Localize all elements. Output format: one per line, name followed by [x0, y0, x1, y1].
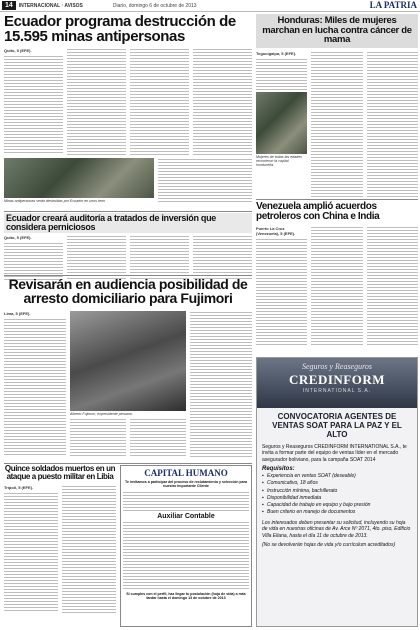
- article-text: [311, 51, 362, 199]
- photo-caption: Alberto Fujimori, expresidente peruano.: [70, 412, 133, 416]
- byline: Quito, 5 (EFE).: [4, 235, 32, 240]
- headline-honduras: Honduras: Miles de mujeres marchan en lucha contra cáncer de mama: [256, 14, 418, 48]
- ad-requirement: ▪ Buen criterio en manejo de documentos: [257, 509, 417, 516]
- headline-ecuador-minas: Ecuador programa destrucción de 15.595 minas antipersonas: [4, 13, 236, 45]
- credinform-logo: CREDINFORM: [289, 372, 385, 387]
- article-ecuador-minas: [4, 48, 252, 208]
- credinform-advertisement: [256, 357, 418, 627]
- article-fujimori: [4, 311, 252, 461]
- article-venezuela: [256, 200, 418, 355]
- ad-text: [123, 491, 249, 511]
- fujimori-photo: [70, 311, 186, 411]
- article-text: [62, 485, 116, 613]
- article-text: [70, 418, 126, 456]
- article-ecuador-auditoria: [4, 213, 252, 273]
- article-text: [193, 235, 252, 279]
- article-honduras: [256, 14, 418, 200]
- capital-humano-logo: CAPITAL HUMANO: [144, 468, 228, 478]
- article-text: [130, 48, 189, 156]
- headline-fujimori: Revisarán en audiencia posibilidad de arresto domiciliario para Fujimori: [8, 276, 248, 306]
- byline: Trípoli, 5 (EFE).: [4, 484, 34, 490]
- ad-intro: Seguros y Reaseguros CREDINFORM INTERNATIONAL S.A., te invita a formar parte del equipo de ventas líder en el mercado asegurador boliviano, para la campaña SOAT 2014: [262, 443, 407, 463]
- headline-venezuela: Venezuela amplió acuerdos petroleros con China e India: [256, 201, 380, 222]
- ad-title: CONVOCATORIA AGENTES DE VENTAS SOAT PARA LA PAZ Y EL ALTO: [272, 412, 402, 440]
- byline: Tegucigalpa, 5 (EFE).: [256, 50, 297, 56]
- ad-note: Si cumples con el perfil, haz llegar tu postulación (hoja de vida) a más tardar hasta el domingo 13 de octubre de 2013: [126, 591, 246, 601]
- divider: [4, 275, 252, 276]
- page-header: [0, 0, 420, 12]
- headline-auditoria: Ecuador creará auditoría a tratados de inversión que considera perniciosos: [4, 213, 252, 233]
- article-text: [158, 158, 252, 204]
- newspaper-brand: LA PATRIA: [369, 0, 417, 10]
- ad-tagline: Seguros y Reaseguros: [301, 362, 373, 371]
- photo-caption: Minas antipersonas serán destruidas por Ecuador en unos term: [4, 199, 106, 203]
- ad-requirement: ▪ Disponibilidad inmediata: [257, 495, 417, 502]
- article-text: [367, 51, 418, 199]
- ad-banner: [257, 358, 417, 408]
- credinform-logo-subtitle: INTERNATIONAL S.A.: [302, 388, 372, 394]
- article-text: [67, 235, 126, 279]
- photo-caption: Mujeres de todas las edades recorrieron la capital hondureña.: [256, 154, 302, 168]
- ad-call-to-action: Los interesados deben presentar su solicitud, incluyendo su hoja de vida en nuestras oficinas de Av. Arce Nº 2071, 4to. piso, Edificio Villa Eliana, hasta el día 11 de octubre de 2013.: [262, 519, 411, 539]
- article-text: [256, 58, 307, 90]
- ad-requirement: ▪ Capacidad de trabajo en equipo y bajo presión: [257, 502, 417, 509]
- byline: Quito, 5 (EFE).: [4, 48, 32, 53]
- mines-photo: [4, 158, 154, 198]
- article-text: [367, 226, 418, 346]
- section-label: INTERNACIONAL · AVISOS: [18, 2, 83, 9]
- capital-humano-advertisement: [120, 465, 252, 627]
- article-text: [4, 318, 66, 456]
- article-libia: [4, 465, 116, 627]
- article-text: [311, 226, 362, 346]
- article-text: [190, 311, 252, 457]
- ad-requirement: ▪ Experiencia en ventas SOAT (deseable): [257, 473, 417, 480]
- march-photo: [256, 92, 307, 154]
- article-text: [256, 238, 307, 346]
- ad-text: [123, 521, 249, 589]
- page-number: 14: [2, 1, 16, 10]
- ad-requirement: ▪ Instrucción mínima, bachillerato: [257, 488, 417, 495]
- headline-libia: Quince soldados muertos en un ataque a puesto militar en Libia: [4, 464, 116, 482]
- article-text: [193, 48, 252, 156]
- ad-requirements-title: Requisitos:: [262, 466, 295, 473]
- article-text: [4, 492, 58, 612]
- divider: [4, 463, 252, 464]
- ad-intro: Te invitamos a participar del proceso de reclutamiento y selección para nuestro importante Cliente: [125, 480, 247, 489]
- article-text: [67, 48, 126, 156]
- article-text: [130, 235, 189, 279]
- article-text: [130, 418, 186, 456]
- ad-role-title: Auxiliar Contable: [157, 512, 215, 520]
- divider: [256, 199, 418, 200]
- byline: Puerto La Cruz (Venezuela), 5 (EFE).: [256, 226, 296, 236]
- byline: Lima, 5 (EFE).: [4, 311, 31, 316]
- article-text: [4, 55, 63, 155]
- ad-note: (No se devolverán hojas de vida y/o currículum acreditados): [262, 542, 396, 549]
- divider: [4, 211, 252, 212]
- ad-requirement: ▪ Comunicativo, 18 años: [257, 480, 417, 487]
- edition-date: Diario, domingo 6 de octubre de 2013: [112, 2, 197, 9]
